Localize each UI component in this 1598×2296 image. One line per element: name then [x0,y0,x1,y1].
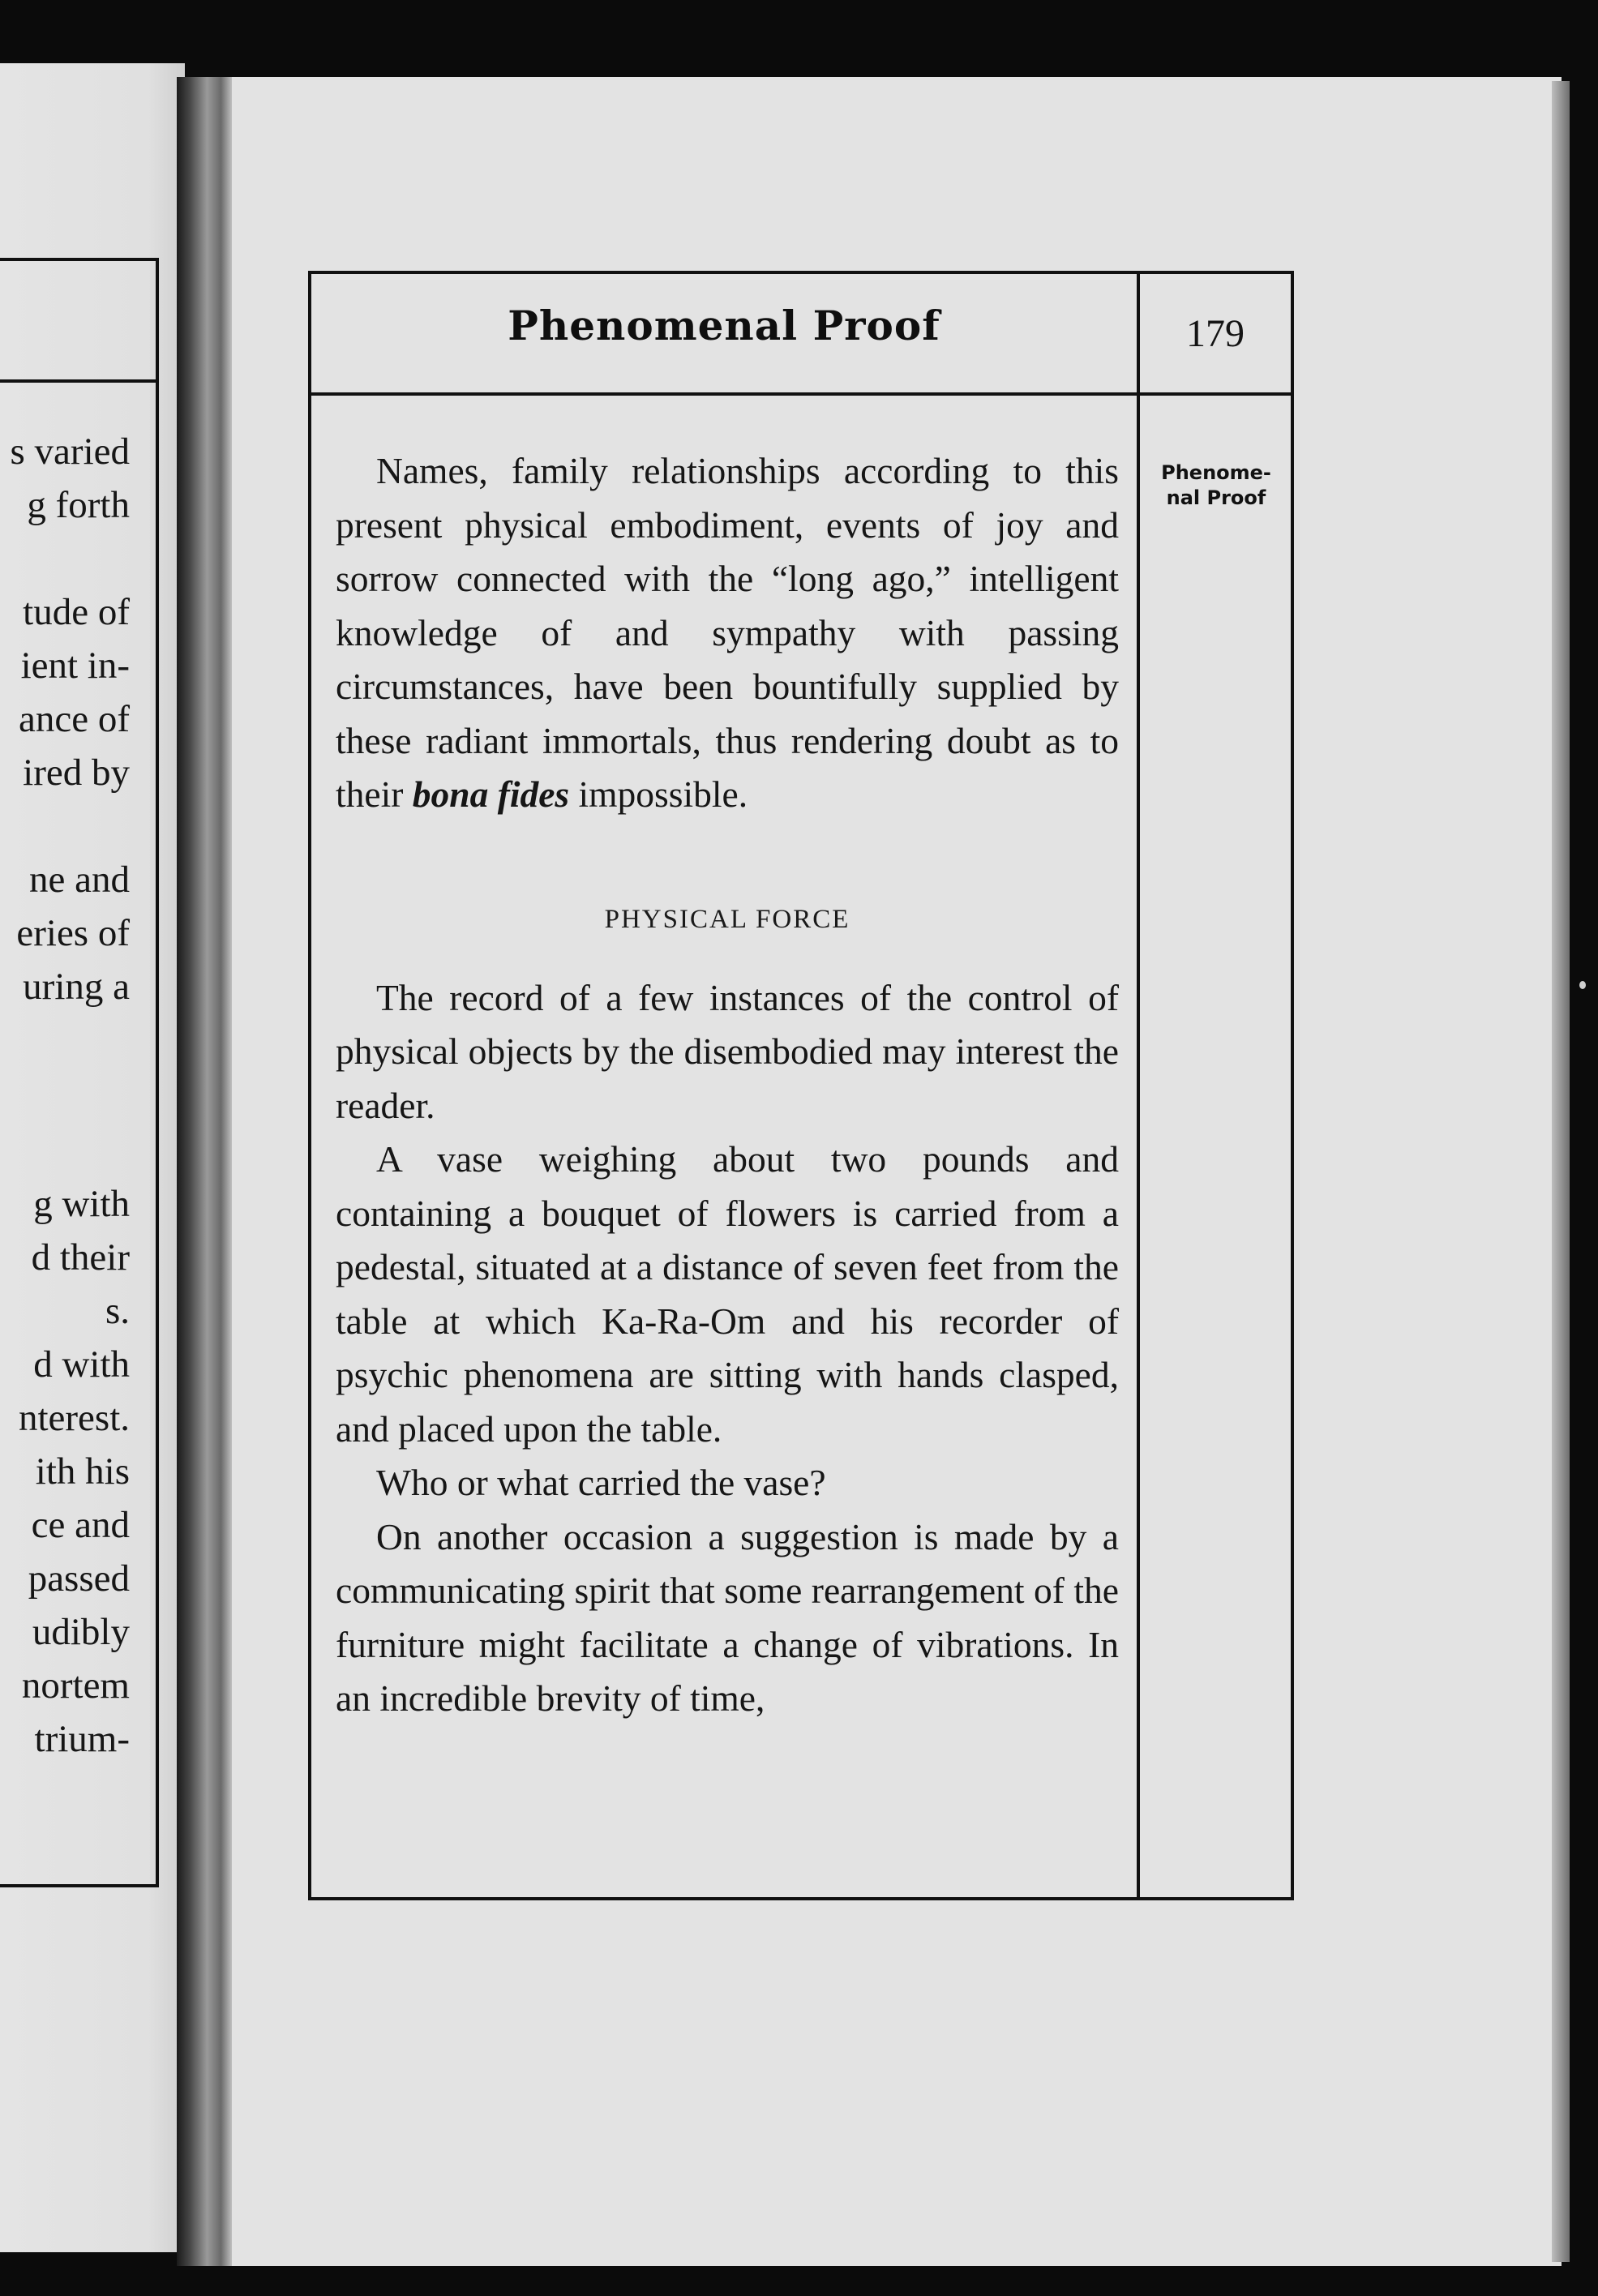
left-line: ance of [19,698,130,740]
paragraph: A vase weighing about two pounds and containing a bouquet of flowers is carried from a pedestal, situated at a distance of seven feet from the table at which Ka-Ra-Om and his recorder of psychic phenomena are sitting with hands clasped, and placed upon the table. [336,1138,1119,1450]
book-gutter [177,77,232,2266]
left-line: d with [33,1343,130,1386]
left-line: d their [31,1236,130,1279]
left-line: ient in- [20,645,130,687]
left-line: trium- [34,1718,130,1760]
left-line: ne and [29,859,130,901]
paragraph: The record of a few instances of the control of physical objects by the disembodied may interest the reader. [336,976,1119,1126]
left-line: ce and [31,1504,130,1546]
left-line: s. [105,1290,130,1332]
left-line: nortem [21,1664,130,1707]
left-line: udibly [32,1611,130,1653]
left-line: nterest. [18,1397,130,1439]
left-line: eries of [16,912,130,954]
left-line: tude of [23,591,130,633]
marginal-side-note: Phenome-nal Proof [1161,461,1271,509]
paragraph-text: impossible. [569,773,748,815]
left-line: passed [28,1557,130,1600]
left-page-text [0,63,130,2252]
running-head: Phenomenal Proof [508,302,940,349]
section-heading: PHYSICAL FORCE [604,904,850,934]
left-line: ired by [23,752,130,794]
header-rule [311,392,1291,396]
body-text [336,444,1119,1726]
left-line: ith his [35,1450,130,1493]
paragraph [336,444,1119,822]
page-number: 179 [1186,312,1245,355]
left-facing-page [0,63,185,2252]
left-line: uring a [23,966,130,1008]
right-page-edge [1552,81,1570,2262]
italic-phrase: bona fides [412,773,570,815]
margin-column-rule [1137,274,1140,1897]
page-frame [308,271,1294,1900]
scan-speck [1579,981,1586,989]
paragraph: Who or what carried the vase? [376,1462,826,1503]
left-line: g with [33,1183,130,1225]
left-line: g forth [27,484,130,526]
paragraph-text: Names, family relationships according to this present physical embodiment, events of joy and sorrow connected with the “long ago,” intelligent knowledge of and sympathy with passing circumstances, have been bountifully supplied by these radiant immortals, thus rendering doubt as to their [336,450,1119,815]
paragraph: On another occasion a suggestion is made by a communicating spirit that some rearrangement of the furniture might facilitate a change of vibrations. In an incredible brevity of time, [336,1515,1119,1719]
left-line: s varied [10,430,130,473]
